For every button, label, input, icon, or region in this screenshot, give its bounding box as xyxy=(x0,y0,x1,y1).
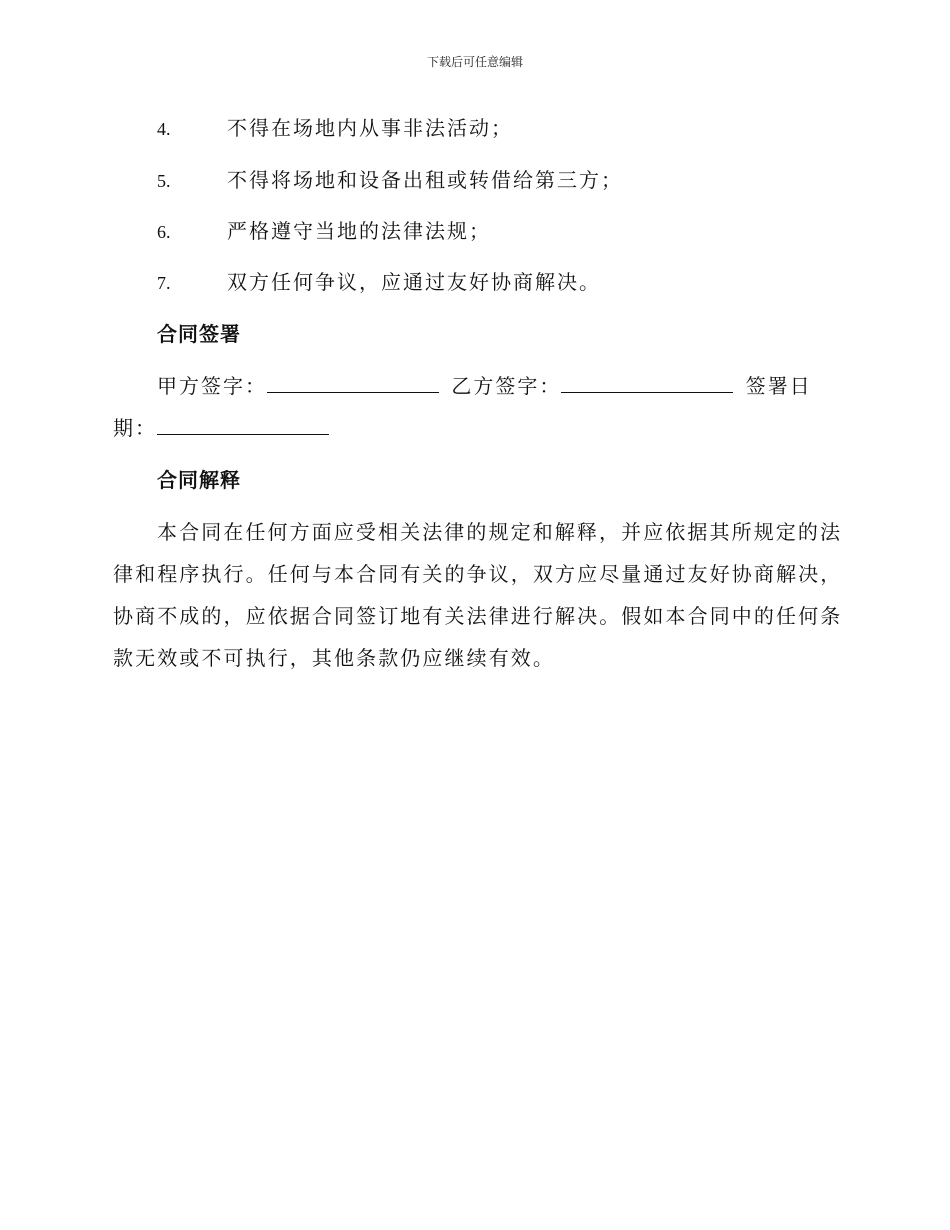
list-item xyxy=(157,114,513,143)
list-item-number: 7. xyxy=(157,273,171,293)
list-item-text: 不得在场地内从事非法活动； xyxy=(227,116,513,140)
party-a-signature-field[interactable] xyxy=(267,372,439,393)
paragraph-line: 款无效或不可执行，其他条款仍应继续有效。 xyxy=(113,646,555,670)
party-b-signature-label: 乙方签字： xyxy=(451,374,562,398)
list-item-number: 5. xyxy=(157,171,171,191)
paragraph-line: 律和程序执行。任何与本合同有关的争议，双方应尽量通过友好协商解决， xyxy=(113,562,843,586)
list-item xyxy=(157,268,601,297)
list-item xyxy=(157,166,623,195)
section-heading-interpretation: 合同解释 xyxy=(157,468,241,492)
list-item-text: 双方任何争议，应通过友好协商解决。 xyxy=(227,270,601,294)
section-heading-signing: 合同签署 xyxy=(157,322,241,346)
party-b-signature-field[interactable] xyxy=(561,372,733,393)
signing-date-label-start: 签署日 xyxy=(745,374,812,398)
party-a-signature-label: 甲方签字： xyxy=(157,374,267,398)
signature-line xyxy=(157,372,812,400)
list-item-text: 严格遵守当地的法律法规； xyxy=(227,219,491,243)
signing-date-line xyxy=(113,414,329,442)
list-item-text: 不得将场地和设备出租或转借给第三方； xyxy=(227,168,623,192)
list-item-number: 4. xyxy=(157,119,171,139)
list-item xyxy=(157,217,491,246)
page-header: 下载后可任意编辑 xyxy=(426,55,523,69)
paragraph-line: 协商不成的，应依据合同签订地有关法律进行解决。假如本合同中的任何条 xyxy=(113,604,843,628)
paragraph-line: 本合同在任何方面应受相关法律的规定和解释，并应依据其所规定的法 xyxy=(157,520,843,544)
signing-date-label-end: 期： xyxy=(113,416,157,440)
signing-date-field[interactable] xyxy=(157,414,329,435)
list-item-number: 6. xyxy=(157,222,171,242)
